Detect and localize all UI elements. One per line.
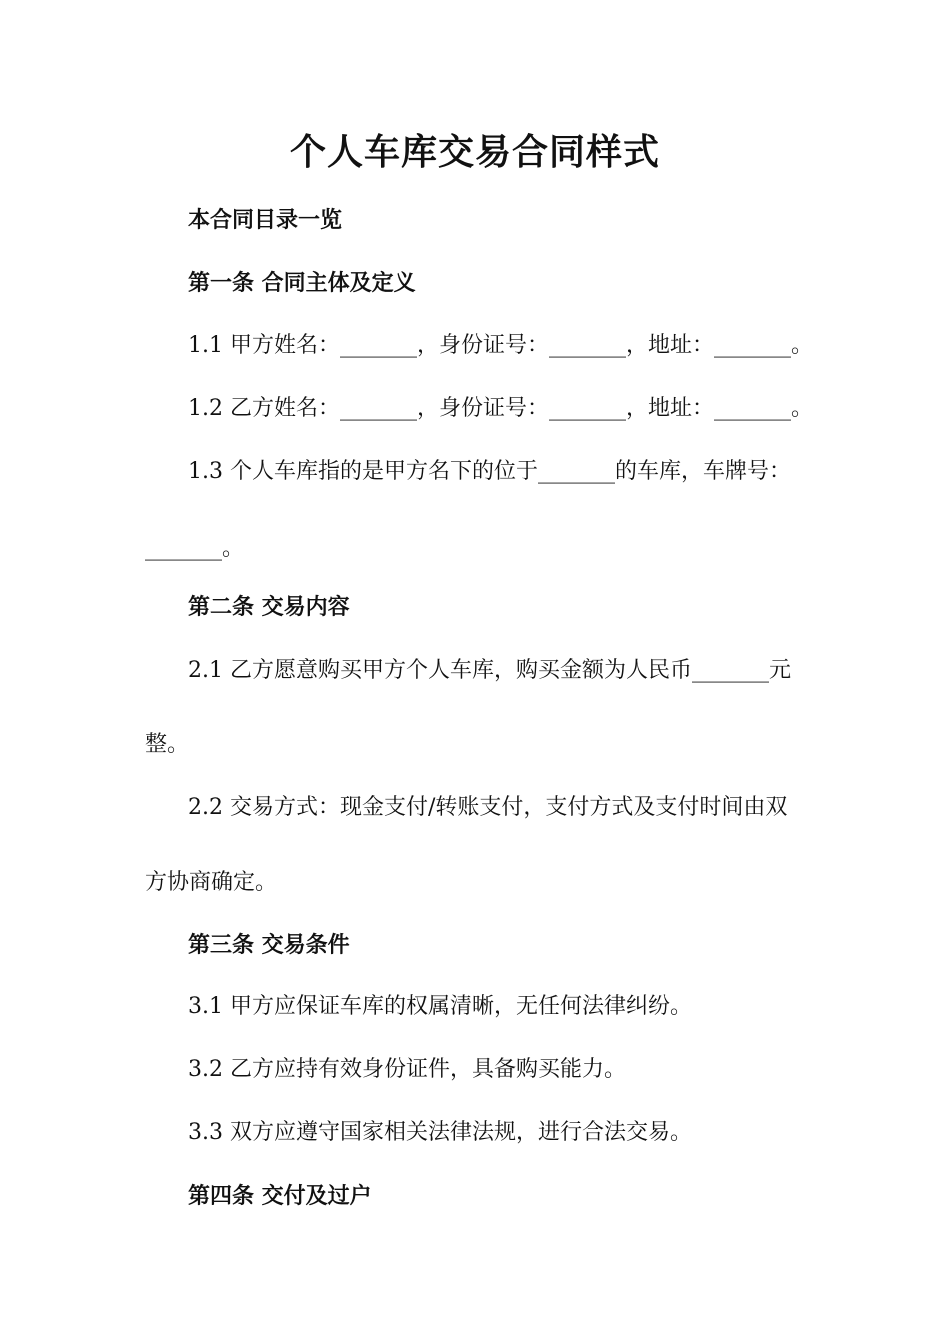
clause-line-continuation: 方协商确定。 [145, 870, 278, 895]
clause-line: 1.1 甲方姓名：_______，身份证号：_______，地址：_______。 [188, 333, 813, 358]
clause-line: 3.3 双方应遵守国家相关法律法规，进行合法交易。 [188, 1120, 692, 1145]
clause-line-continuation: 整。 [145, 732, 190, 757]
section-heading: 第三条 交易条件 [188, 932, 350, 958]
clause-line: 3.1 甲方应保证车库的权属清晰，无任何法律纠纷。 [188, 994, 692, 1019]
clause-line: 1.3 个人车库指的是甲方名下的位于_______的车库，车牌号： [188, 459, 791, 484]
toc-heading: 本合同目录一览 [188, 207, 343, 233]
section-heading: 第二条 交易内容 [188, 594, 350, 620]
clause-line: 1.2 乙方姓名：_______，身份证号：_______，地址：_______。 [188, 396, 813, 421]
clause-line: 3.2 乙方应持有效身份证件，具备购买能力。 [188, 1057, 626, 1082]
clause-line: 2.1 乙方愿意购买甲方个人车库，购买金额为人民币_______元 [188, 658, 791, 683]
section-heading: 第四条 交付及过户 [188, 1183, 372, 1209]
clause-line: 2.2 交易方式：现金支付/转账支付，支付方式及支付时间由双 [188, 795, 788, 820]
section-heading: 第一条 合同主体及定义 [188, 270, 416, 296]
clause-line-continuation: _______。 [145, 536, 245, 561]
document-title: 个人车库交易合同样式 [289, 131, 660, 173]
